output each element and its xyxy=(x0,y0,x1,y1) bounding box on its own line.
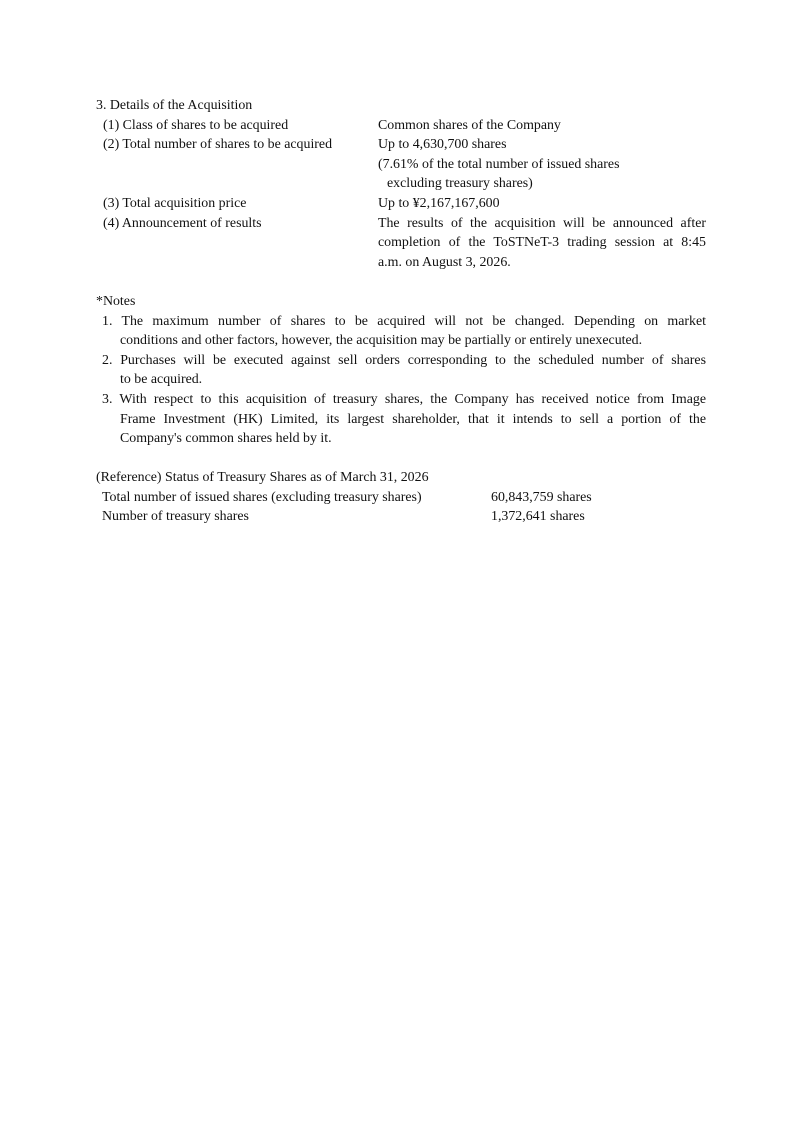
detail-value-line: Up to 4,630,700 shares xyxy=(378,137,507,153)
reference-value: 1,372,641 shares xyxy=(491,509,585,525)
note-line: Frame Investment (HK) Limited, its largest shareholder, that it intends to sell a portion of the xyxy=(120,411,706,427)
reference-value: 60,843,759 shares xyxy=(491,489,592,505)
detail-value-line: a.m. on August 3, 2026. xyxy=(378,254,511,270)
detail-value-line: The results of the acquisition will be announced after xyxy=(378,215,706,231)
note-line: 2. Purchases will be executed against sell orders corresponding to the scheduled number of shares xyxy=(102,352,706,368)
reference-section xyxy=(96,468,706,527)
note-line: conditions and other factors, however, the acquisition may be partially or entirely unexecuted. xyxy=(120,333,643,349)
detail-value-line: completion of the ToSTNeT-3 trading session at 8:45 xyxy=(378,235,706,251)
reference-heading: (Reference) Status of Treasury Shares as of March 31, 2026 xyxy=(96,470,429,486)
section-heading: 3. Details of the Acquisition xyxy=(96,98,253,113)
note-line: to be acquired. xyxy=(120,372,203,388)
detail-value xyxy=(378,214,706,273)
notes-section xyxy=(96,292,706,449)
detail-value-line: excluding treasury shares) xyxy=(387,176,533,192)
detail-label: (2) Total number of shares to be acquired xyxy=(103,137,333,153)
detail-row-announcement xyxy=(96,214,706,273)
document-page xyxy=(96,96,706,527)
detail-value-line: Up to ¥2,167,167,600 xyxy=(378,195,500,211)
acquisition-details-section xyxy=(96,96,706,272)
reference-row-issued-shares xyxy=(96,488,706,508)
detail-row-acquisition-price xyxy=(96,194,706,214)
detail-value-line: Common shares of the Company xyxy=(378,117,561,133)
detail-row-class-of-shares xyxy=(96,116,706,136)
reference-row-treasury-shares xyxy=(96,507,706,527)
note-item xyxy=(96,351,706,390)
detail-value xyxy=(378,194,706,214)
note-item xyxy=(96,312,706,351)
reference-label: Number of treasury shares xyxy=(102,509,249,525)
notes-heading: *Notes xyxy=(96,293,136,309)
note-line: 3. With respect to this acquisition of treasury shares, the Company has received notice from Image xyxy=(102,391,706,407)
note-item xyxy=(96,390,706,449)
detail-value xyxy=(378,135,706,194)
detail-value-line: (7.61% of the total number of issued shares xyxy=(378,156,620,172)
note-line: 1. The maximum number of shares to be acquired will not be changed. Depending on market xyxy=(102,313,706,329)
detail-value xyxy=(378,116,706,136)
detail-label: (4) Announcement of results xyxy=(103,215,262,231)
detail-row-total-shares xyxy=(96,135,706,194)
detail-label: (1) Class of shares to be acquired xyxy=(103,117,289,133)
note-line: Company's common shares held by it. xyxy=(120,431,332,447)
reference-label: Total number of issued shares (excluding treasury shares) xyxy=(102,489,422,505)
detail-label: (3) Total acquisition price xyxy=(103,195,247,211)
